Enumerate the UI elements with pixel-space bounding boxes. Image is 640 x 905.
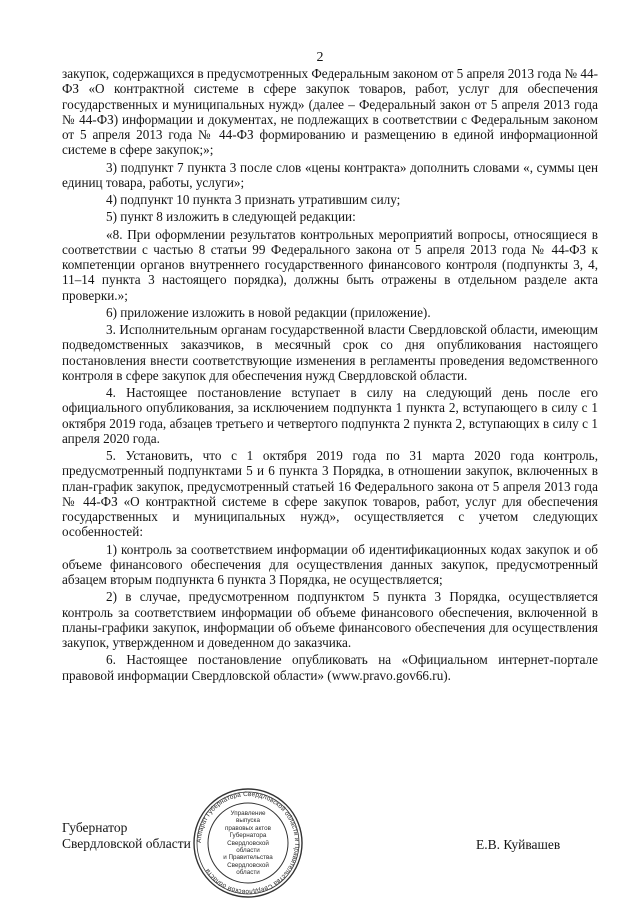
- paragraph: 1) контроль за соответствием информации об идентификационных кодах закупок и об объеме финансового обеспечения для осуществления данных закупок, предусмотренный абзацем вторым подпункта 6 пункта 3 Порядка, не осуществляется;: [62, 541, 598, 587]
- signature-name: Е.В. Куйвашев: [476, 837, 561, 852]
- paragraph: 3) подпункт 7 пункта 3 после слов «цены контракта» дополнить словами «, суммы цен единиц товара, работы, услуги»;: [62, 159, 598, 190]
- paragraph: 4) подпункт 10 пункта 3 признать утратившим силу;: [106, 192, 401, 207]
- paragraph: 6. Настоящее постановление опубликовать на «Официальном интернет-портале правовой информации Свердловской области» (www.pravo.gov66.ru).: [62, 652, 598, 683]
- stamp-center-line: Свердловской: [227, 861, 269, 869]
- paragraph: 2) в случае, предусмотренном подпунктом 5 пункта 3 Порядка, осуществляется контроль за соответствием информации об объеме финансового обеспечения, включенной в планы-графики закупок, информации об объеме финансового обеспечения для осуществления закупок, утвержденном и доведенном до заказчика.: [62, 589, 598, 650]
- signature-title-line2: Свердловской области: [62, 836, 191, 851]
- stamp-center-line: Свердловской области: [227, 839, 269, 855]
- page-number: 2: [316, 50, 324, 65]
- paragraph: «8. При оформлении результатов контрольных мероприятий вопросы, относящиеся в соответствии с частью 8 статьи 99 Федерального закона от 5 апреля 2013 года № 44-ФЗ к компетенции органов внутреннего государственного финансового контроля (подпункты 3, 4, 11–14 пункта 3 настоящего порядка), должны быть отражены в отдельном разделе акта проверки.»;: [62, 226, 598, 303]
- paragraph: 4. Настоящее постановление вступает в силу на следующий день после его официального опубликования, за исключением подпункта 1 пункта 2, вступающего в силу с 1 октября 2019 года, абзацев третьего и четвертого подпункта 2 пункта 2, вступающих в силу с 1 апреля 2020 года.: [62, 385, 598, 446]
- paragraph: 5) пункт 8 изложить в следующей редакции:: [106, 209, 356, 225]
- signature-title-line1: Губернатор: [62, 820, 128, 835]
- stamp-center-line: правовых актов: [225, 824, 271, 832]
- stamp-ring-text: Аппарат Губернатора Свердловской области и Правительства Свердловской области: [195, 790, 301, 896]
- paragraph: 5. Установить, что с 1 октября 2019 года по 31 марта 2020 года контроль, предусмотренный подпунктами 5 и 6 пункта 3 Порядка, в отношении закупок, включенных в план-график закупок, предусмотренный статьей 16 Федерального закона от 5 апреля 2013 года № 44-ФЗ «О контрактной системе в сфере закупок товаров, работ, услуг для обеспечения государственных и муниципальных нужд», осуществляется с учетом следующих особенностей:: [62, 448, 598, 540]
- stamp-center-line: Губернатора: [229, 832, 267, 840]
- stamp-center-line: Управление: [230, 810, 266, 817]
- stamp-center-line: выпуска: [236, 817, 260, 825]
- paragraph: 6) приложение изложить в новой редакции (приложение).: [106, 304, 431, 320]
- stamp-center-line: и Правительства: [223, 854, 273, 862]
- stamp-center-line: области: [236, 869, 260, 877]
- paragraph: 3. Исполнительным органам государственной власти Свердловской области, имеющим подведомственных заказчиков, в месячный срок со дня опубликования настоящего постановления внести соответствующие изменения в регламенты проведения ведомственного контроля в сфере закупок для обеспечения нужд Свердловской области.: [62, 322, 598, 383]
- stamp-center-text: [215, 810, 281, 877]
- document-body: [62, 66, 598, 683]
- signature-title: [62, 820, 191, 852]
- paragraph: закупок, содержащихся в предусмотренных Федеральным законом от 5 апреля 2013 года № 44-ФЗ «О контрактной системе в сфере закупок товаров, работ, услуг для обеспечения государственных и муниципальных нужд» (далее – Федеральный закон от 5 апреля 2013 года № 44-ФЗ) информации и документах, не подлежащих в соответствии с Федеральным законом от 5 апреля 2013 года № 44-ФЗ формированию и размещению в единой информационной системе в сфере закупок;»;: [62, 66, 598, 158]
